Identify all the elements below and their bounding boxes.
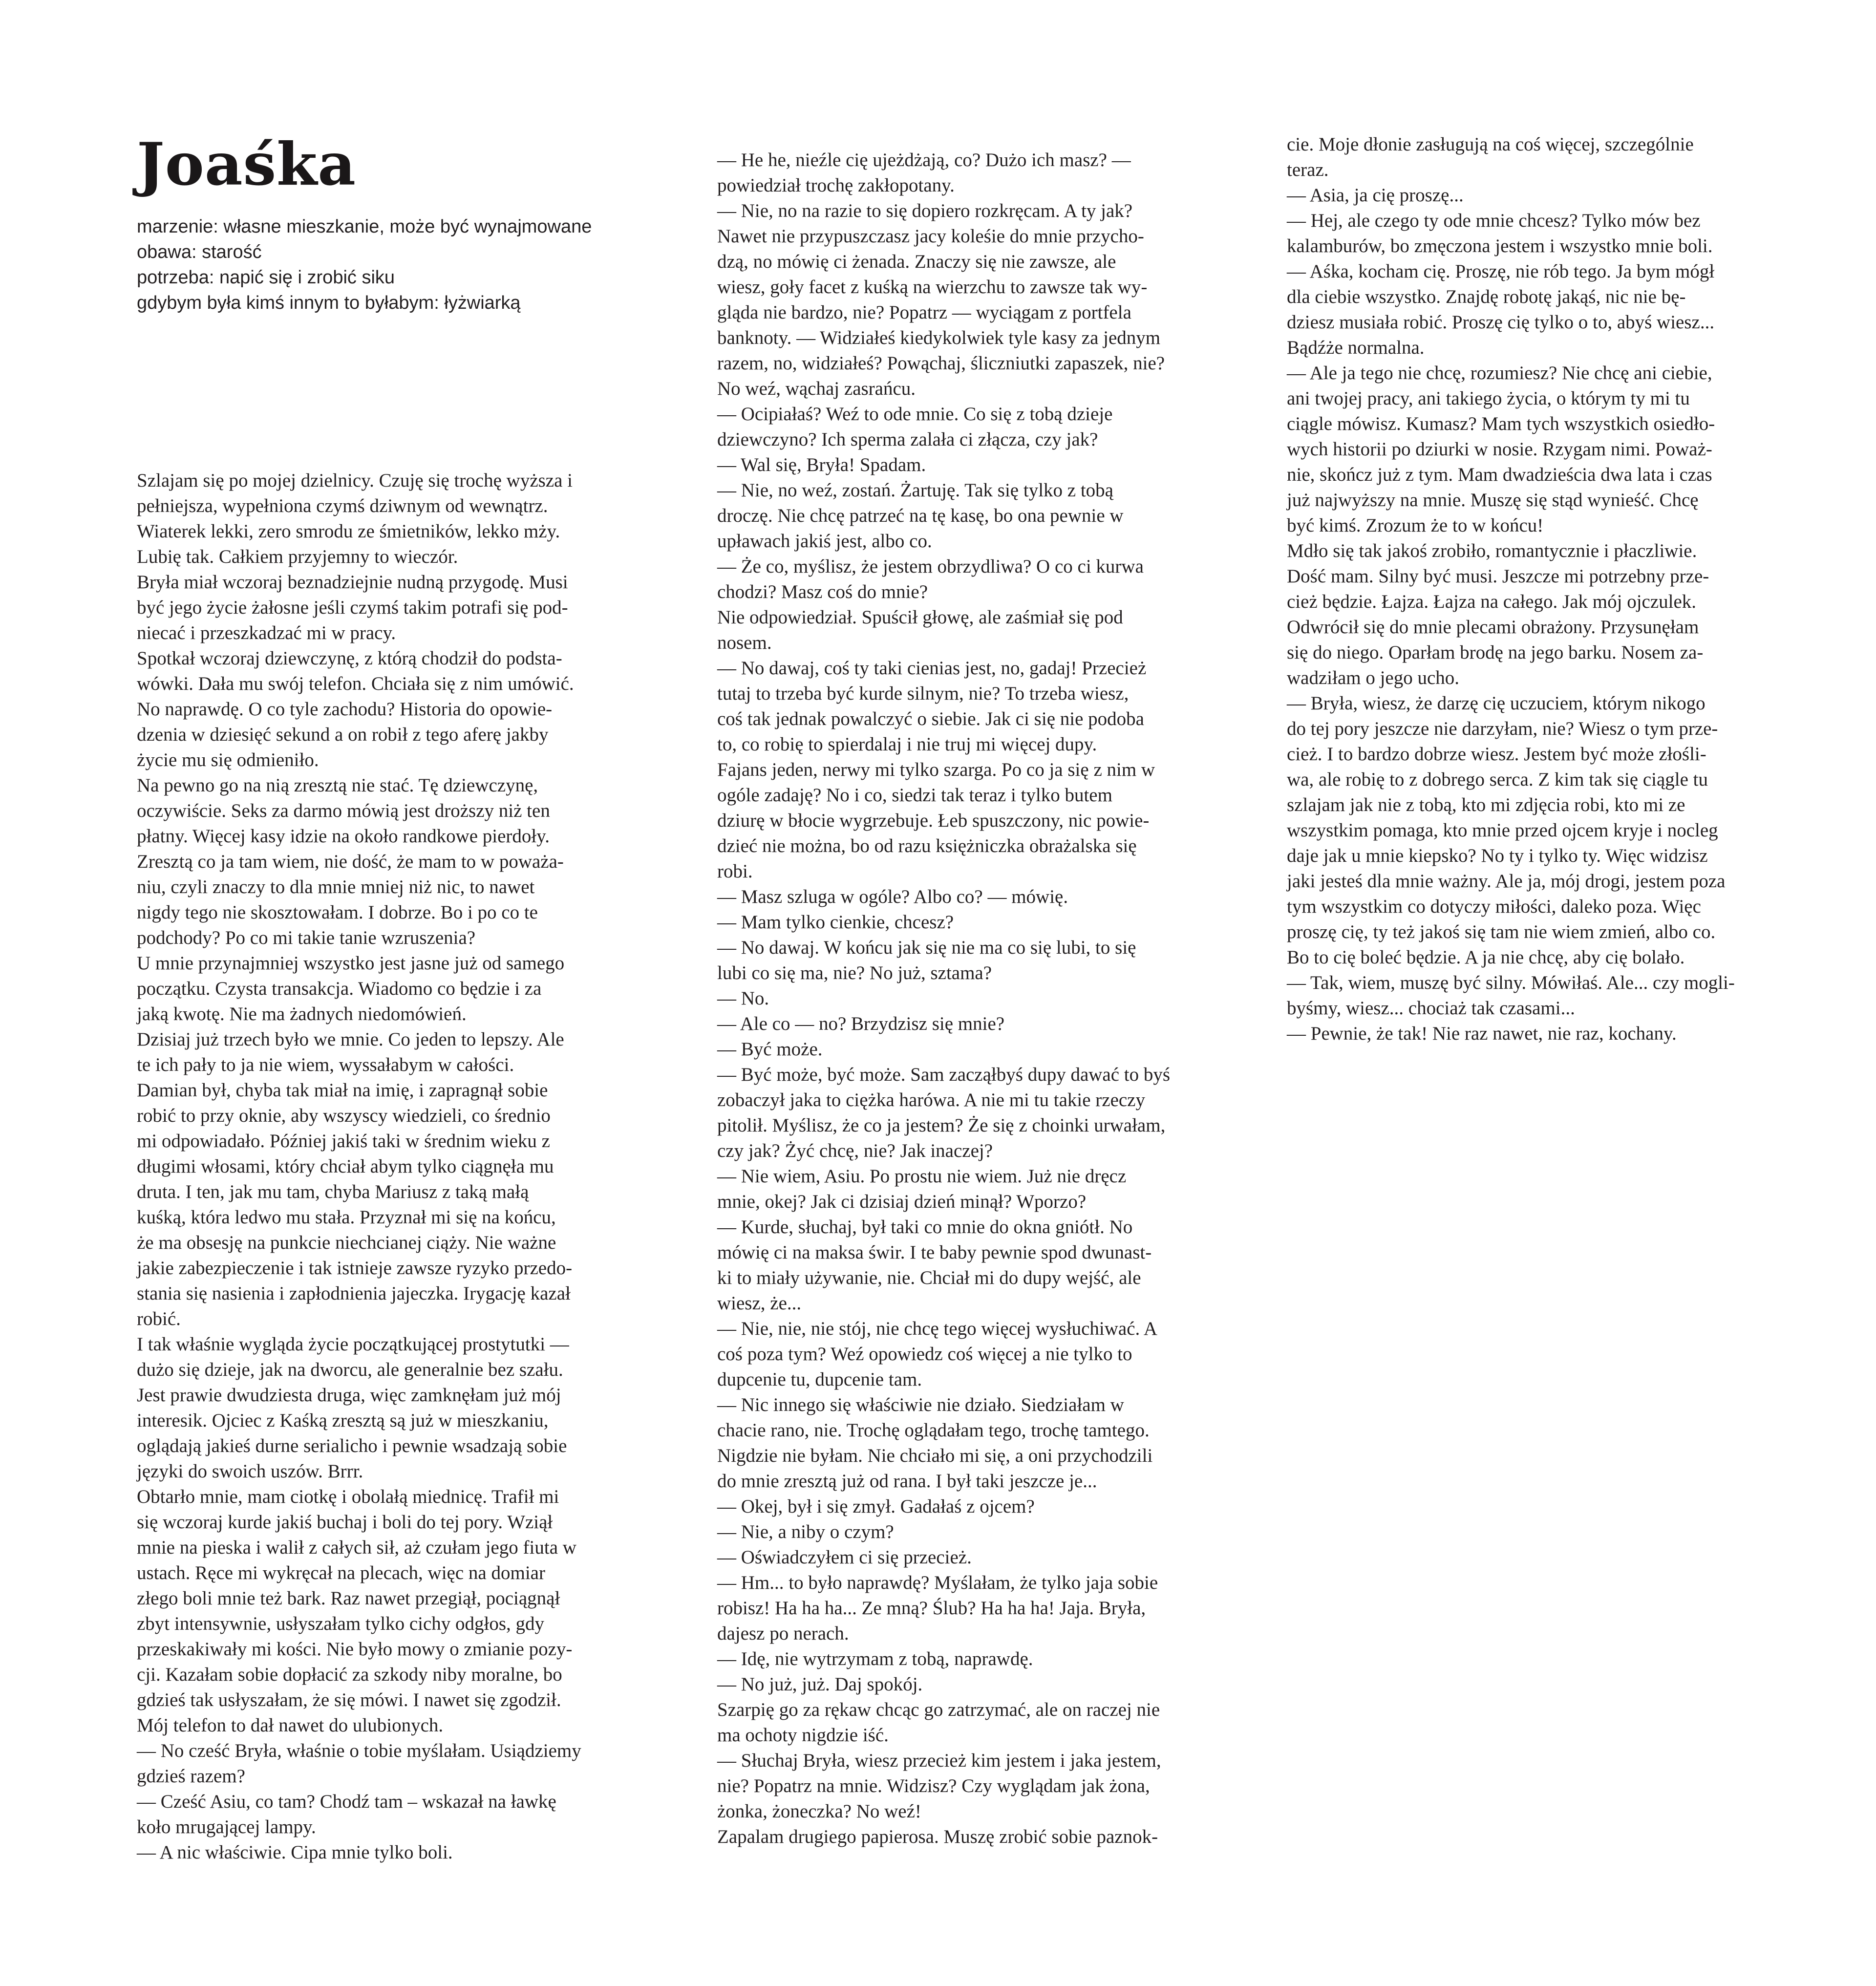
text-line: — Wal się, Bryła! Spadam. — [717, 454, 926, 475]
text-line: kalamburów, bo zmęczona jestem i wszystko mnie boli. — [1287, 235, 1713, 256]
text-line: — Nie, no weź, zostań. Żartuję. Tak się tylko z tobą — [717, 480, 1113, 501]
text-line: chodzi? Masz coś do mnie? — [717, 581, 928, 602]
text-line: mnie, okej? Jak ci dzisiaj dzień minął? Wporzo? — [717, 1191, 1087, 1212]
text-line: te ich pały to ja nie wiem, wyssałabym w całości. — [137, 1054, 514, 1075]
text-line: — Mam tylko cienkie, chcesz? — [717, 912, 954, 933]
text-line: coś tak jednak powalczyć o siebie. Jak ci się nie podoba — [717, 708, 1144, 729]
text-line: druta. I ten, jak mu tam, chyba Mariusz z taką małą — [137, 1181, 529, 1202]
text-line: mi odpowiadało. Później jakiś taki w średnim wieku z — [137, 1131, 550, 1152]
text-line: razem, no, widziałeś? Powąchaj, śliczniutki zapaszek, nie? — [717, 353, 1165, 374]
page-title: Joaśka — [137, 130, 357, 199]
text-line: teraz. — [1287, 159, 1329, 180]
text-line: pitolił. Myślisz, że co ja jestem? Że się z choinki urwałam, — [717, 1115, 1166, 1136]
text-line: złego boli mnie też bark. Raz nawet przegiął, pociągnął — [137, 1588, 560, 1609]
text-line: nie? Popatrz na mnie. Widzisz? Czy wyglądam jak żona, — [717, 1775, 1150, 1796]
text-line: Mój telefon to dał nawet do ulubionych. — [137, 1715, 444, 1736]
text-line: tutaj to trzeba być kurde silnym, nie? To trzeba wiesz, — [717, 683, 1129, 704]
text-line: wszystkim pomaga, kto mnie przed ojcem kryje i nocleg — [1287, 820, 1718, 841]
text-line: dziesz musiała robić. Proszę cię tylko o to, abyś wiesz... — [1287, 312, 1715, 333]
text-line: — Hej, ale czego ty ode mnie chcesz? Tylko mów bez — [1287, 210, 1701, 231]
text-line: mnie na pieska i walił z całych sił, aż czułam jego fiuta w — [137, 1537, 576, 1558]
text-line: tym wszystkim co dotyczy miłości, daleko poza. Więc — [1287, 896, 1701, 917]
text-line: być kimś. Zrozum że to w końcu! — [1287, 515, 1544, 536]
text-line: — No cześć Bryła, właśnie o tobie myślałam. Usiądziemy — [137, 1740, 581, 1761]
text-line: już najwyższy na mnie. Muszę się stąd wynieść. Chcę — [1287, 490, 1699, 511]
text-line: płatny. Więcej kasy idzie na około randkowe pierdoły. — [137, 826, 550, 847]
text-line: nosem. — [717, 632, 772, 653]
text-line: to, co robię to spierdalaj i nie truj mi więcej dupy. — [717, 734, 1097, 755]
text-line: — Oświadczyłem ci się przecież. — [717, 1547, 972, 1568]
text-line: Lubię tak. Całkiem przyjemny to wieczór. — [137, 546, 458, 567]
text-line: ciągle mówisz. Kumasz? Mam tych wszystkich osiedło- — [1287, 413, 1715, 434]
text-line: — Ale co — no? Brzydzisz się mnie? — [717, 1013, 1005, 1034]
profile-need: potrzeba: napić się i zrobić siku — [137, 267, 395, 288]
text-line: upławach jakiś jest, albo co. — [717, 531, 932, 552]
text-line: dziurę w błocie wygrzebuje. Łeb spuszczony, nic powie- — [717, 810, 1150, 831]
text-column-3 — [1287, 132, 1775, 1046]
text-line: — Nie, nie, nie stój, nie chcę tego więcej wysłuchiwać. A — [717, 1318, 1158, 1339]
text-line: ogóle zadaję? No i co, siedzi tak teraz i tylko butem — [717, 785, 1112, 806]
text-line: się wczoraj kurde jakiś buchaj i boli do tej pory. Wziął — [137, 1512, 553, 1533]
text-line: — Nie, a niby o czym? — [717, 1521, 894, 1542]
text-line: wiesz, że... — [717, 1293, 802, 1314]
text-line: — Cześć Asiu, co tam? Chodź tam – wskazał na ławkę — [137, 1791, 556, 1812]
text-line: cie. Moje dłonie zasługują na coś więcej, szczególnie — [1287, 134, 1694, 155]
text-line: oczywiście. Seks za darmo mówią jest droższy niż ten — [137, 800, 550, 821]
text-line: — Idę, nie wytrzymam z tobą, naprawdę. — [717, 1648, 1033, 1669]
text-line: — No dawaj, coś ty taki cienias jest, no, gadaj! Przecież — [717, 658, 1147, 679]
text-line: banknoty. — Widziałeś kiedykolwiek tyle kasy za jednym — [717, 327, 1161, 348]
text-line: dzieć nie można, bo od razu księżniczka obrażalska się — [717, 835, 1137, 856]
text-line: cji. Kazałam sobie dopłacić za szkody niby moralne, bo — [137, 1664, 562, 1685]
text-line: do tej pory jeszcze nie darzyłam, nie? Wiesz o tym prze- — [1287, 718, 1718, 739]
text-line: cież. I to bardzo dobrze wiesz. Jestem być może złośli- — [1287, 744, 1706, 765]
text-line: Bo to cię boleć będzie. A ja nie chcę, aby cię bolało. — [1287, 947, 1685, 968]
text-line: mówię ci na maksa świr. I te baby pewnie spod dwunast- — [717, 1242, 1152, 1263]
text-line: — Tak, wiem, muszę być silny. Mówiłaś. Ale... czy mogli- — [1287, 972, 1735, 993]
text-line: ma ochoty nigdzie iść. — [717, 1725, 889, 1746]
text-line: się do niego. Oparłam brodę na jego barku. Nosem za- — [1287, 642, 1704, 663]
text-line: — Słuchaj Bryła, wiesz przecież kim jestem i jaka jestem, — [717, 1750, 1161, 1771]
text-line: — Bryła, wiesz, że darzę cię uczuciem, którym nikogo — [1287, 693, 1705, 714]
text-line: dajesz po nerach. — [717, 1623, 849, 1644]
text-line: Szlajam się po mojej dzielnicy. Czuję się trochę wyższa i — [137, 470, 573, 491]
text-line: powiedział trochę zakłopotany. — [717, 175, 955, 196]
text-line: No naprawdę. O co tyle zachodu? Historia do opowie- — [137, 699, 553, 720]
text-line: Jest prawie dwudziesta druga, więc zamknęłam już mój — [137, 1385, 561, 1406]
text-line: przeskakiwały mi kości. Nie było mowy o zmianie pozy- — [137, 1639, 573, 1660]
text-line: początku. Czysta transakcja. Wiadomo co będzie i za — [137, 978, 542, 999]
text-line: Zapalam drugiego papierosa. Muszę zrobić sobie paznok- — [717, 1826, 1158, 1847]
text-line: Zresztą co ja tam wiem, nie dość, że mam to w poważa- — [137, 851, 564, 872]
text-line: — Nic innego się właściwie nie działo. Siedziałam w — [717, 1394, 1124, 1415]
text-line: dziewczyno? Ich sperma zalała ci złącza, czy jak? — [717, 429, 1098, 450]
character-profile — [137, 214, 674, 316]
text-line: wówki. Dała mu swój telefon. Chciała się z nim umówić. — [137, 673, 574, 694]
text-line: droczę. Nie chcę patrzeć na tę kasę, bo ona pewnie w — [717, 505, 1124, 526]
text-line: — No. — [717, 988, 769, 1009]
text-line: — Że co, myślisz, że jestem obrzydliwa? O co ci kurwa — [717, 556, 1144, 577]
text-line: zbyt intensywnie, usłyszałam tylko cichy odgłos, gdy — [137, 1613, 545, 1634]
text-line: proszę cię, ty też jakoś się tam nie wiem zmień, albo co. — [1287, 921, 1716, 942]
text-line: U mnie przynajmniej wszystko jest jasne już od samego — [137, 953, 565, 974]
text-line: Odwrócił się do mnie plecami obrażony. Przysunęłam — [1287, 617, 1699, 638]
text-line: wadziłam o jego ucho. — [1287, 667, 1460, 688]
text-column-1 — [137, 468, 669, 1865]
text-line: chacie rano, nie. Trochę oglądałam tego, trochę tamtego. — [717, 1420, 1150, 1441]
text-line: jakie zabezpieczenie i tak istnieje zawsze ryzyko przedo- — [137, 1258, 573, 1279]
text-line: ani twojej pracy, ani takiego życia, o którym ty mi tu — [1287, 388, 1690, 409]
text-line: gdzieś razem? — [137, 1766, 245, 1787]
text-line: — Być może. — [717, 1039, 823, 1060]
profile-fear: obawa: starość — [137, 242, 262, 262]
text-line: — Masz szluga w ogóle? Albo co? — mówię. — [717, 886, 1068, 907]
text-line: — Ale ja tego nie chcę, rozumiesz? Nie chcę ani ciebie, — [1287, 363, 1712, 384]
text-line: życie mu się odmieniło. — [137, 749, 319, 770]
text-line: jaką kwotę. Nie ma żadnych niedomówień. — [137, 1004, 467, 1025]
text-line: Dość mam. Silny być musi. Jeszcze mi potrzebny prze- — [1287, 566, 1709, 587]
text-line: dzenia w dziesięć sekund a on robił z tego aferę jakby — [137, 724, 549, 745]
text-line: wiesz, goły facet z kuśką na wierzchu to zawsze tak wy- — [717, 277, 1148, 298]
text-line: podchody? Po co mi takie tanie wzruszenia? — [137, 927, 476, 948]
text-line: czy jak? Żyć chcę, nie? Jak inaczej? — [717, 1140, 993, 1161]
text-line: zobaczył jaka to ciężka harówa. A nie mi tu takie rzeczy — [717, 1089, 1145, 1110]
text-line: Nawet nie przypuszczasz jacy koleśie do mnie przycho- — [717, 226, 1144, 247]
text-line: ustach. Ręce mi wykręcał na plecach, więc na domiar — [137, 1562, 545, 1583]
text-line: Nie odpowiedział. Spuścił głowę, ale zaśmiał się pod — [717, 607, 1123, 628]
text-line: — A nic właściwie. Cipa mnie tylko boli. — [137, 1842, 453, 1863]
text-line: dla ciebie wszystko. Znajdę robotę jakąś, nic nie bę- — [1287, 286, 1686, 307]
text-line: Bądźże normalna. — [1287, 337, 1425, 358]
text-line: No weź, wąchaj zasrańcu. — [717, 378, 916, 399]
text-line: Nigdzie nie byłam. Nie chciało mi się, a oni przychodzili — [717, 1445, 1153, 1466]
text-line: wa, ale robię to z dobrego serca. Z kim tak się ciągle tu — [1287, 769, 1708, 790]
text-line: koło mrugającej lampy. — [137, 1816, 316, 1837]
text-line: do mnie zresztą już od rana. I był taki jeszcze je... — [717, 1471, 1097, 1492]
text-line: być jego życie żałosne jeśli czymś takim potrafi się pod- — [137, 597, 568, 618]
text-line: kuśką, która ledwo mu stała. Przyznał mi się na końcu, — [137, 1207, 556, 1228]
text-line: robi. — [717, 861, 753, 882]
text-line: Spotkał wczoraj dziewczynę, z którą chodził do podsta- — [137, 648, 562, 669]
text-line: gdzieś tak usłyszałam, że się mówi. I nawet się zgodził. — [137, 1689, 561, 1710]
text-line: — Ocipiałaś? Weź to ode mnie. Co się z tobą dzieje — [717, 404, 1113, 425]
text-line: — Być może, być może. Sam zacząłbyś dupy dawać to byś — [717, 1064, 1171, 1085]
text-line: — Pewnie, że tak! Nie raz nawet, nie raz, kochany. — [1287, 1023, 1677, 1044]
text-line: — Kurde, słuchaj, był taki co mnie do okna gniótł. No — [717, 1217, 1133, 1238]
text-line: wych historii po dziurki w nosie. Rzygam nimi. Poważ- — [1287, 439, 1712, 460]
text-line: robić to przy oknie, aby wszyscy wiedzieli, co średnio — [137, 1105, 551, 1126]
text-line: — Hm... to było naprawdę? Myślałam, że tylko jaja sobie — [717, 1572, 1158, 1593]
text-line: Dzisiaj już trzech było we mnie. Co jeden to lepszy. Ale — [137, 1029, 564, 1050]
profile-dream: marzenie: własne mieszkanie, może być wynajmowane — [137, 216, 592, 237]
text-line: dzą, no mówię ci żenada. Znaczy się nie zawsze, ale — [717, 251, 1116, 272]
text-line: cież będzie. Łajza. Łajza na całego. Jak mój ojczulek. — [1287, 591, 1697, 612]
profile-alter-ego: gdybym była kimś innym to byłabym: łyżwiarką — [137, 293, 521, 313]
text-line: — Nie wiem, Asiu. Po prostu nie wiem. Już nie dręcz — [717, 1166, 1127, 1187]
text-line: ki to miały używanie, nie. Chciał mi do dupy wejść, ale — [717, 1267, 1141, 1288]
text-line: — He he, nieźle cię ujeżdżają, co? Dużo ich masz? — — [717, 149, 1131, 171]
text-line: długimi włosami, który chciał abym tylko ciągnęła mu — [137, 1156, 554, 1177]
text-line: języki do swoich uszów. Brrr. — [137, 1461, 363, 1482]
text-line: lubi co się ma, nie? No już, sztama? — [717, 962, 992, 983]
text-line: Wiaterek lekki, zero smrodu ze śmietników, lekko mży. — [137, 521, 560, 542]
text-line: niu, czyli znaczy to dla mnie mniej niż nic, to nawet — [137, 876, 535, 897]
text-column-2 — [717, 148, 1255, 1850]
text-line: Szarpię go za rękaw chcąc go zatrzymać, ale on raczej nie — [717, 1699, 1160, 1720]
text-line: — Okej, był i się zmył. Gadałaś z ojcem? — [717, 1496, 1035, 1517]
text-line: — Asia, ja cię proszę... — [1287, 185, 1464, 206]
text-line: niecać i przeszkadzać mi w pracy. — [137, 622, 396, 643]
text-line: szlajam jak nie z tobą, kto mi zdjęcia robi, kto mi ze — [1287, 794, 1685, 815]
text-line: — No już, już. Daj spokój. — [717, 1674, 923, 1695]
text-line: Mdło się tak jakoś zrobiło, romantycznie i płaczliwie. — [1287, 540, 1697, 561]
text-line: dupcenie tu, dupcenie tam. — [717, 1369, 922, 1390]
text-line: Na pewno go na nią zresztą nie stać. Tę dziewczynę, — [137, 775, 538, 796]
text-line: — Nie, no na razie to się dopiero rozkręcam. A ty jak? — [717, 200, 1133, 221]
text-line: coś poza tym? Weź opowiedz coś więcej a nie tylko to — [717, 1344, 1132, 1365]
text-line: I tak właśnie wygląda życie początkującej prostytutki — — [137, 1334, 569, 1355]
text-line: Damian był, chyba tak miał na imię, i zapragnął sobie — [137, 1080, 548, 1101]
text-line: gląda nie bardzo, nie? Popatrz — wyciągam z portfela — [717, 302, 1131, 323]
text-line: robisz! Ha ha ha... Ze mną? Ślub? Ha ha ha! Jaja. Bryła, — [717, 1598, 1146, 1619]
text-line: że ma obsesję na punkcie niechcianej ciąży. Nie ważne — [137, 1232, 556, 1253]
text-line: dużo się dzieje, jak na dworcu, ale generalnie bez szału. — [137, 1359, 563, 1380]
text-line: stania się nasienia i zapłodnienia jajeczka. Irygację kazał — [137, 1283, 571, 1304]
text-line: — No dawaj. W końcu jak się nie ma co się lubi, to się — [717, 937, 1136, 958]
text-line: daje jak u mnie kiepsko? No ty i tylko ty. Więc widzisz — [1287, 845, 1708, 866]
text-line: pełniejsza, wypełniona czymś dziwnym od wewnątrz. — [137, 495, 548, 516]
text-line: jaki jesteś dla mnie ważny. Ale ja, mój drogi, jestem poza — [1287, 871, 1726, 892]
text-line: żonka, żoneczka? No weź! — [717, 1801, 921, 1822]
text-line: nigdy tego nie skosztowałam. I dobrze. Bo i po co te — [137, 902, 538, 923]
text-line: — Aśka, kocham cię. Proszę, nie rób tego. Ja bym mógł — [1287, 261, 1715, 282]
text-line: Fajans jeden, nerwy mi tylko szarga. Po co ja się z nim w — [717, 759, 1155, 780]
text-line: oglądają jakieś durne serialicho i pewnie wsadzają sobie — [137, 1435, 567, 1456]
text-line: Obtarło mnie, mam ciotkę i obolałą miednicę. Trafił mi — [137, 1486, 559, 1507]
text-line: nie, skończ już z tym. Mam dwadzieścia dwa lata i czas — [1287, 464, 1712, 485]
text-line: interesik. Ojciec z Kaśką zresztą są już w mieszkaniu, — [137, 1410, 549, 1431]
text-line: Bryła miał wczoraj beznadziejnie nudną przygodę. Musi — [137, 572, 568, 593]
text-line: robić. — [137, 1308, 181, 1329]
text-line: byśmy, wiesz... chociaż tak czasami... — [1287, 998, 1575, 1019]
